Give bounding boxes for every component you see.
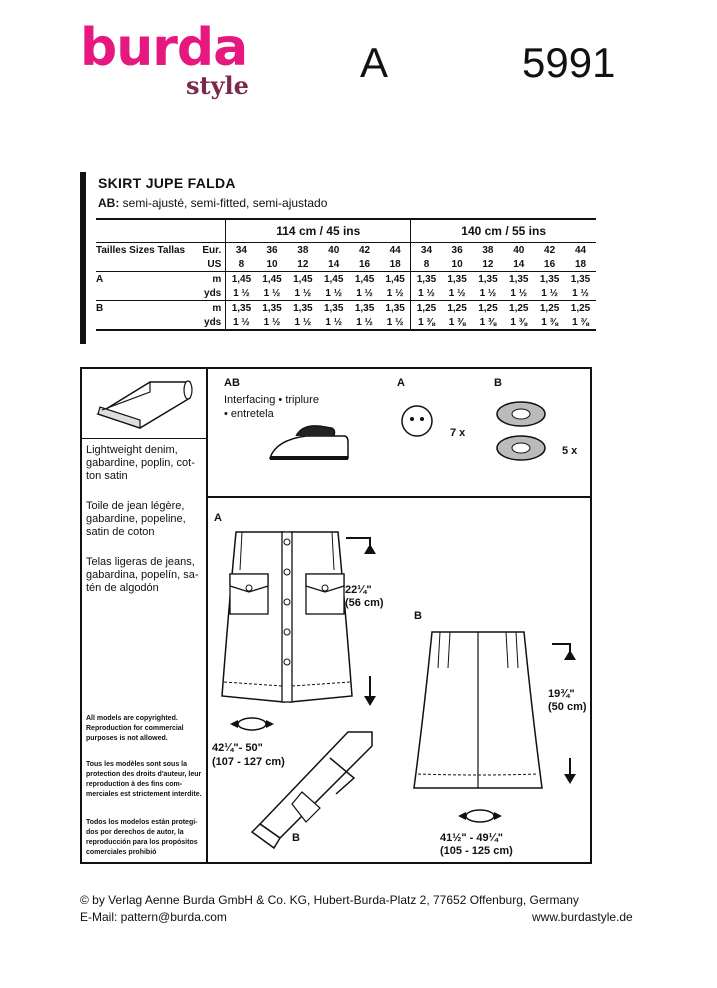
panel-divider-left <box>80 438 207 439</box>
view-a-waist-in: 42¼"- 50" <box>212 742 263 754</box>
yardage-row-b-yds <box>96 315 596 330</box>
length-arrows-b <box>550 640 580 790</box>
iron-icon <box>266 422 352 464</box>
yardage-cell: 1,35 <box>565 272 596 287</box>
yardage-cell: 1 ⅜ <box>565 315 596 330</box>
yardage-cell: 1 ½ <box>349 315 380 330</box>
fabric-width-1: 114 cm / 45 ins <box>226 219 411 243</box>
skirt-a-drawing <box>218 526 356 706</box>
notions-a-qty: 7 x <box>450 427 466 439</box>
eur-size-cell: 38 <box>287 243 318 258</box>
unit-cell: yds <box>200 286 226 301</box>
yardage-cell: 1 ½ <box>325 287 343 299</box>
yardage-cell: 1,35 <box>287 301 318 316</box>
us-size-cell: 14 <box>513 258 525 270</box>
eur-size-cell: 40 <box>318 243 349 258</box>
footer-website[interactable]: www.burdastyle.de <box>532 910 633 924</box>
fabric-width-row <box>96 219 596 243</box>
copyright-fr: Tous les modèles sont sous la protection des droits d'auteur, leur reproduction à des fins com-merciales est strictement interdite. <box>86 761 202 798</box>
fit-description <box>98 196 327 210</box>
yardage-cell: 1,25 <box>411 301 442 316</box>
yardage-cell: 1,35 <box>318 301 349 316</box>
yardage-cell: 1,25 <box>565 301 596 316</box>
yardage-cell: 1,45 <box>287 272 318 287</box>
fabric-fr: Toile de jean légère, gabardine, popeline, satin de coton <box>86 500 186 538</box>
us-size-cell: 8 <box>423 258 430 270</box>
view-b-waist-in: 41½" - 49¼" <box>440 832 504 844</box>
yardage-cell: 1 ½ <box>233 287 250 299</box>
unit-cell: m <box>200 301 226 316</box>
skirt-b-drawing <box>410 628 546 792</box>
fabric-bolt-icon <box>90 374 200 434</box>
us-size-cell: 12 <box>297 258 309 270</box>
fit-text: semi-ajusté, semi-fitted, semi-ajustado <box>119 196 328 210</box>
yardage-cell: 1 ½ <box>510 287 528 299</box>
yardage-cell: 1 ½ <box>380 286 411 301</box>
view-a-label: A <box>214 512 222 524</box>
garment-title: SKIRT JUPE FALDA <box>98 175 236 191</box>
view-a-waist-cm: (107 - 127 cm) <box>212 756 285 768</box>
yardage-cell: 1 ½ <box>356 287 373 299</box>
title-bar <box>80 172 86 344</box>
yardage-cell: 1 ½ <box>572 287 589 299</box>
footer-email[interactable]: E-Mail: pattern@burda.com <box>80 910 227 924</box>
view-label-cell <box>96 286 200 301</box>
panel-divider-right <box>206 496 592 498</box>
belt-drawing <box>240 728 380 852</box>
yardage-cell: 1 ½ <box>226 315 257 330</box>
panel-divider-vertical <box>206 367 208 864</box>
us-size-row <box>96 257 596 272</box>
fabric-es: Telas ligeras de jeans, gabardina, popelín, sa-tén de algodón <box>86 556 199 594</box>
yardage-table <box>96 218 596 331</box>
eur-size-cell: 34 <box>411 243 442 258</box>
sizes-label: Tailles Sizes Tallas <box>96 243 200 258</box>
us-size-cell: 12 <box>482 258 494 270</box>
view-a-length-in: 22¼" <box>345 584 372 596</box>
view-a-length-cm: (56 cm) <box>345 597 384 609</box>
yardage-cell: 1 ½ <box>541 287 558 299</box>
yardage-cell: 1 ⅜ <box>503 315 534 330</box>
yardage-row-b-m <box>96 301 596 316</box>
yardage-cell: 1 ⅜ <box>473 315 504 330</box>
yardage-cell: 1,35 <box>411 272 442 287</box>
notions-b-label: B <box>494 377 502 389</box>
yardage-cell: 1 ½ <box>418 287 435 299</box>
eur-size-cell: 36 <box>257 243 288 258</box>
yardage-cell: 1 ½ <box>294 287 312 299</box>
yardage-cell: 1,35 <box>349 301 380 316</box>
eur-size-cell: 38 <box>473 243 504 258</box>
yardage-cell: 1 ½ <box>318 315 349 330</box>
eur-size-cell: 44 <box>380 243 411 258</box>
yardage-cell: 1 ⅜ <box>534 315 565 330</box>
eur-size-cell: 34 <box>226 243 257 258</box>
interfacing-line-1: Interfacing • triplure <box>224 394 319 406</box>
notions-a-label: A <box>397 377 405 389</box>
copyright-en: All models are copyrighted. Reproduction for commercial purposes is not allowed. <box>86 715 184 742</box>
yardage-cell: 1 ⅜ <box>442 315 473 330</box>
view-b-length-cm: (50 cm) <box>548 701 587 713</box>
yardage-cell: 1 ½ <box>263 287 281 299</box>
belt-label: B <box>292 832 300 844</box>
snap-fastener-icon <box>494 400 548 464</box>
yardage-cell: 1 ½ <box>287 315 318 330</box>
yardage-cell: 1,35 <box>534 272 565 287</box>
eur-size-row <box>96 243 596 258</box>
view-label-cell: A <box>96 272 200 287</box>
yardage-cell: 1 ½ <box>479 287 497 299</box>
fabric-en: Lightweight denim, gabardine, poplin, cot-ton satin <box>86 444 195 482</box>
us-size-cell: 10 <box>266 258 278 270</box>
yardage-cell: 1,35 <box>442 272 473 287</box>
us-size-cell: 16 <box>544 258 556 270</box>
fit-code: AB: <box>98 196 120 210</box>
yardage-cell: 1,35 <box>473 272 504 287</box>
footer-copyright: © by Verlag Aenne Burda GmbH & Co. KG, Hubert-Burda-Platz 2, 77652 Offenburg, Germany <box>80 893 579 907</box>
view-label-cell <box>96 315 200 330</box>
view-b-label: B <box>414 610 422 622</box>
us-size-cell: 16 <box>358 258 371 270</box>
eur-label: Eur. <box>200 243 226 258</box>
brand-logo-sub: style <box>186 71 249 100</box>
notions-ab-label: AB <box>224 377 240 389</box>
view-b-length-in: 19¾" <box>548 688 575 700</box>
yardage-cell: 1,25 <box>442 301 473 316</box>
yardage-cell: 1,25 <box>534 301 565 316</box>
copyright-es: Todos los modelos están protegi-dos por derechos de autor, la reproducción para los propósitos comerciales prohibió <box>86 819 198 856</box>
unit-cell: m <box>200 272 226 287</box>
waist-icon-b <box>458 806 504 826</box>
length-arrows-a <box>344 534 380 714</box>
eur-size-cell: 42 <box>534 243 565 258</box>
view-b-waist-cm: (105 - 125 cm) <box>440 845 513 857</box>
yardage-cell: 1 ½ <box>257 315 288 330</box>
yardage-cell: 1 ½ <box>380 315 411 330</box>
eur-size-cell: 36 <box>442 243 473 258</box>
yardage-cell: 1 ⅜ <box>411 315 442 330</box>
eur-size-cell: 40 <box>503 243 534 258</box>
us-size-cell: 8 <box>238 258 245 270</box>
yardage-cell: 1,35 <box>226 301 257 316</box>
yardage-cell: 1,45 <box>257 272 288 287</box>
yardage-row-a-yds <box>96 286 596 301</box>
fabric-width-2: 140 cm / 55 ins <box>411 219 596 243</box>
us-size-cell: 10 <box>451 258 463 270</box>
yardage-cell: 1,45 <box>380 272 411 287</box>
yardage-cell: 1,25 <box>473 301 504 316</box>
yardage-cell: 1,45 <box>318 272 349 287</box>
yardage-row-a-m <box>96 272 596 287</box>
eur-size-cell: 42 <box>349 243 380 258</box>
view-label-cell: B <box>96 301 200 316</box>
us-size-cell: 14 <box>328 258 340 270</box>
yardage-cell: 1,35 <box>257 301 288 316</box>
us-label: US <box>200 257 226 272</box>
yardage-cell: 1,35 <box>380 301 411 316</box>
brand-logo: burda <box>80 18 248 78</box>
yardage-cell: 1 ½ <box>448 287 466 299</box>
view-letter: A <box>360 39 389 86</box>
button-a-icon <box>400 404 434 438</box>
yardage-cell: 1,35 <box>503 272 534 287</box>
yardage-cell: 1,45 <box>226 272 257 287</box>
eur-size-cell: 44 <box>565 243 596 258</box>
unit-cell: yds <box>200 315 226 330</box>
pattern-number: 5991 <box>522 39 616 86</box>
interfacing-line-2: • entretela <box>224 408 274 420</box>
us-size-cell: 18 <box>380 257 411 272</box>
us-size-cell: 18 <box>574 258 587 270</box>
notions-b-qty: 5 x <box>562 445 578 457</box>
yardage-cell: 1,45 <box>349 272 380 287</box>
yardage-cell: 1,25 <box>503 301 534 316</box>
